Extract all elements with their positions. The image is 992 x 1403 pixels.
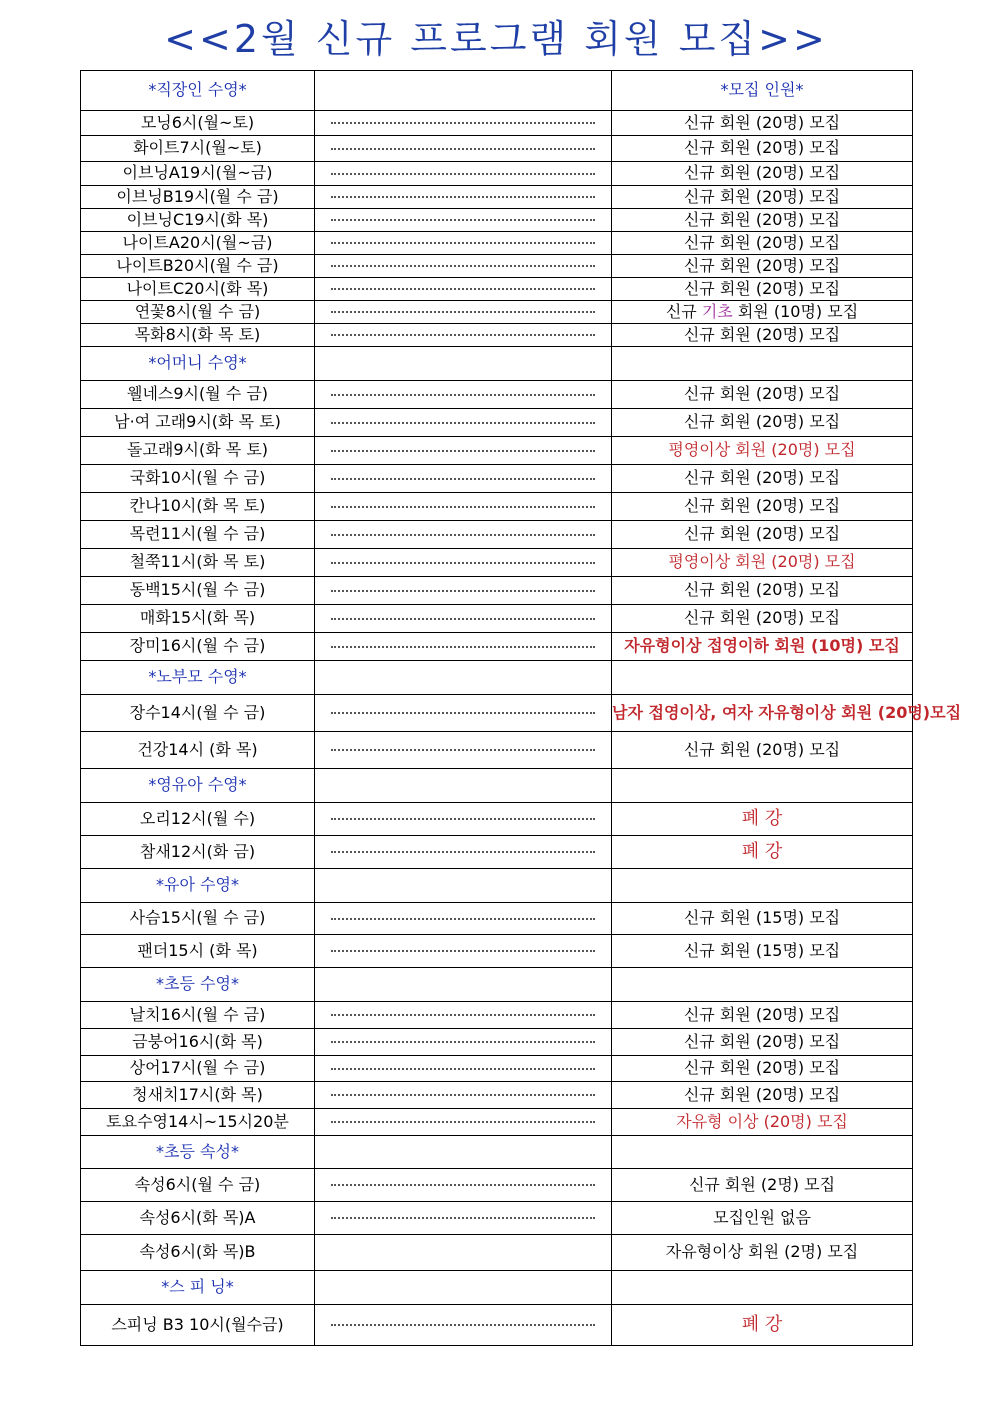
recruitment-status: 폐 강 bbox=[612, 803, 913, 836]
section-header-row bbox=[81, 347, 913, 381]
table-row bbox=[81, 186, 913, 209]
recruitment-status: 신규 회원 (2명) 모집 bbox=[612, 1169, 913, 1202]
page-title: <<2월 신규 프로그램 회원 모집>> bbox=[164, 17, 828, 61]
recruitment-status: 신규 회원 (20명) 모집 bbox=[612, 493, 913, 521]
table-row bbox=[81, 1082, 913, 1109]
table-row bbox=[81, 577, 913, 605]
program-name: 스피닝 B3 10시(월수금) bbox=[81, 1305, 315, 1346]
recruitment-status: 신규 회원 (20명) 모집 bbox=[612, 1056, 913, 1082]
section-header-row bbox=[81, 968, 913, 1002]
dotted-leader bbox=[315, 409, 612, 437]
section-title: *어머니 수영* bbox=[81, 347, 315, 381]
table-row bbox=[81, 465, 913, 493]
table-row bbox=[81, 935, 913, 968]
empty-cell bbox=[315, 968, 612, 1002]
dotted-leader bbox=[315, 493, 612, 521]
table-row bbox=[81, 903, 913, 935]
table-row bbox=[81, 136, 913, 162]
dotted-leader bbox=[315, 1056, 612, 1082]
program-name: 나이트B20시(월 수 금) bbox=[81, 255, 315, 278]
program-name: 웰네스9시(월 수 금) bbox=[81, 381, 315, 409]
program-name: 연꽃8시(월 수 금) bbox=[81, 301, 315, 324]
recruitment-status: 신규 회원 (20명) 모집 bbox=[612, 162, 913, 186]
dotted-leader bbox=[315, 803, 612, 836]
recruitment-status: 모집인원 없음 bbox=[612, 1202, 913, 1235]
program-name: 속성6시(화 목)A bbox=[81, 1202, 315, 1235]
dotted-leader bbox=[315, 935, 612, 968]
table-row bbox=[81, 255, 913, 278]
program-name: 이브닝A19시(월~금) bbox=[81, 162, 315, 186]
program-name: 목화8시(화 목 토) bbox=[81, 324, 315, 347]
recruitment-status: 신규 회원 (20명) 모집 bbox=[612, 1002, 913, 1029]
section-title: *직장인 수영* bbox=[81, 71, 315, 111]
program-name: 남·여 고래9시(화 목 토) bbox=[81, 409, 315, 437]
dotted-leader bbox=[315, 732, 612, 769]
table-row bbox=[81, 493, 913, 521]
dotted-leader bbox=[315, 301, 612, 324]
program-name: 참새12시(화 금) bbox=[81, 836, 315, 869]
program-name: 화이트7시(월~토) bbox=[81, 136, 315, 162]
program-name: 이브닝B19시(월 수 금) bbox=[81, 186, 315, 209]
program-name: 모닝6시(월~토) bbox=[81, 111, 315, 136]
empty-cell bbox=[315, 347, 612, 381]
dotted-leader bbox=[315, 1109, 612, 1136]
dotted-leader bbox=[315, 162, 612, 186]
program-name: 팬더15시 (화 목) bbox=[81, 935, 315, 968]
program-name: 건강14시 (화 목) bbox=[81, 732, 315, 769]
section-title: *초등 속성* bbox=[81, 1136, 315, 1169]
dotted-leader bbox=[315, 324, 612, 347]
empty-cell bbox=[612, 869, 913, 903]
dotted-leader bbox=[315, 1169, 612, 1202]
table-row bbox=[81, 1109, 913, 1136]
recruitment-status: 신규 회원 (20명) 모집 bbox=[612, 1082, 913, 1109]
program-name: 매화15시(화 목) bbox=[81, 605, 315, 633]
program-name: 청새치17시(화 목) bbox=[81, 1082, 315, 1109]
program-name: 목련11시(월 수 금) bbox=[81, 521, 315, 549]
section-title: *유아 수영* bbox=[81, 869, 315, 903]
program-name: 속성6시(월 수 금) bbox=[81, 1169, 315, 1202]
status-highlight: 기초 bbox=[701, 301, 733, 321]
table-row bbox=[81, 1056, 913, 1082]
dotted-leader bbox=[315, 186, 612, 209]
section-header-row bbox=[81, 1271, 913, 1305]
section-header-row bbox=[81, 869, 913, 903]
dotted-leader bbox=[315, 465, 612, 493]
recruitment-status: 신규 회원 (20명) 모집 bbox=[612, 186, 913, 209]
section-header-row bbox=[81, 769, 913, 803]
program-table bbox=[80, 70, 962, 1346]
table-row bbox=[81, 521, 913, 549]
section-header-row bbox=[81, 1136, 913, 1169]
dotted-leader bbox=[315, 695, 612, 732]
empty-cell bbox=[315, 71, 612, 111]
table-row bbox=[81, 1002, 913, 1029]
dotted-leader bbox=[315, 1082, 612, 1109]
empty-cell bbox=[612, 968, 913, 1002]
table-row bbox=[81, 803, 913, 836]
program-name: 상어17시(월 수 금) bbox=[81, 1056, 315, 1082]
table-row bbox=[81, 633, 913, 661]
table-row bbox=[81, 209, 913, 232]
dotted-leader bbox=[315, 903, 612, 935]
recruitment-status: 자유형 이상 (20명) 모집 bbox=[612, 1109, 913, 1136]
dotted-leader bbox=[315, 232, 612, 255]
recruitment-status: 평영이상 회원 (20명) 모집 bbox=[612, 437, 913, 465]
program-name: 장미16시(월 수 금) bbox=[81, 633, 315, 661]
recruitment-status: 신규 회원 (20명) 모집 bbox=[612, 381, 913, 409]
dotted-leader bbox=[315, 549, 612, 577]
dotted-leader bbox=[315, 633, 612, 661]
table-row bbox=[81, 605, 913, 633]
section-title: *영유아 수영* bbox=[81, 769, 315, 803]
recruitment-status: 신규 회원 (20명) 모집 bbox=[612, 465, 913, 493]
table-row bbox=[81, 1202, 913, 1235]
recruitment-status: 신규 회원 (20명) 모집 bbox=[612, 209, 913, 232]
program-name: 돌고래9시(화 목 토) bbox=[81, 437, 315, 465]
dotted-leader bbox=[315, 209, 612, 232]
dotted-leader bbox=[315, 111, 612, 136]
section-header-row bbox=[81, 661, 913, 695]
recruitment-status: 신규 회원 (20명) 모집 bbox=[612, 232, 913, 255]
table-row bbox=[81, 162, 913, 186]
section-title: *스 피 닝* bbox=[81, 1271, 315, 1305]
table-header-row bbox=[81, 71, 913, 111]
program-name: 속성6시(화 목)B bbox=[81, 1235, 315, 1271]
recruitment-status: 자유형이상 회원 (2명) 모집 bbox=[612, 1235, 913, 1271]
empty-cell bbox=[612, 661, 913, 695]
table-row bbox=[81, 1235, 913, 1271]
status-suffix: 회원 (10명) 모집 bbox=[732, 301, 859, 321]
section-title: *초등 수영* bbox=[81, 968, 315, 1002]
table-row bbox=[81, 695, 913, 732]
recruitment-status: 평영이상 회원 (20명) 모집 bbox=[612, 549, 913, 577]
table-row bbox=[81, 324, 913, 347]
table-row bbox=[81, 381, 913, 409]
program-name: 나이트A20시(월~금) bbox=[81, 232, 315, 255]
section-title: *노부모 수영* bbox=[81, 661, 315, 695]
empty-cell bbox=[612, 769, 913, 803]
table-row bbox=[81, 232, 913, 255]
recruitment-status: 신규 회원 (15명) 모집 bbox=[612, 903, 913, 935]
table-row bbox=[81, 549, 913, 577]
recruitment-status: 남자 접영이상, 여자 자유형이상 회원 (20명)모집 bbox=[612, 695, 913, 732]
table-row bbox=[81, 836, 913, 869]
empty-cell bbox=[612, 1271, 913, 1305]
empty-cell bbox=[315, 1271, 612, 1305]
recruitment-status: 신규 회원 (20명) 모집 bbox=[612, 111, 913, 136]
program-name: 날치16시(월 수 금) bbox=[81, 1002, 315, 1029]
recruitment-status: 신규 회원 (20명) 모집 bbox=[612, 605, 913, 633]
dotted-leader bbox=[315, 521, 612, 549]
table-row bbox=[81, 301, 913, 324]
program-name: 이브닝C19시(화 목) bbox=[81, 209, 315, 232]
empty-cell bbox=[315, 661, 612, 695]
empty-cell bbox=[612, 347, 913, 381]
recruitment-status bbox=[612, 301, 913, 324]
recruitment-status: 신규 회원 (15명) 모집 bbox=[612, 935, 913, 968]
dotted-leader bbox=[315, 577, 612, 605]
table-row bbox=[81, 409, 913, 437]
dotted-leader bbox=[315, 255, 612, 278]
table-row bbox=[81, 437, 913, 465]
recruitment-status: 신규 회원 (20명) 모집 bbox=[612, 278, 913, 301]
dotted-leader bbox=[315, 1029, 612, 1056]
program-name: 장수14시(월 수 금) bbox=[81, 695, 315, 732]
recruitment-status: 신규 회원 (20명) 모집 bbox=[612, 577, 913, 605]
recruitment-status: 신규 회원 (20명) 모집 bbox=[612, 732, 913, 769]
program-name: 사슴15시(월 수 금) bbox=[81, 903, 315, 935]
program-name: 동백15시(월 수 금) bbox=[81, 577, 315, 605]
recruitment-status: 폐 강 bbox=[612, 836, 913, 869]
empty-cell bbox=[315, 869, 612, 903]
recruitment-status: 신규 회원 (20명) 모집 bbox=[612, 136, 913, 162]
status-prefix: 신규 bbox=[665, 301, 702, 321]
recruitment-status: 신규 회원 (20명) 모집 bbox=[612, 521, 913, 549]
dotted-leader bbox=[315, 1202, 612, 1235]
program-name: 나이트C20시(화 목) bbox=[81, 278, 315, 301]
dotted-leader bbox=[315, 605, 612, 633]
dotted-leader bbox=[315, 1002, 612, 1029]
table-row bbox=[81, 1169, 913, 1202]
table-row bbox=[81, 111, 913, 136]
table-row bbox=[81, 278, 913, 301]
recruitment-status: 자유형이상 접영이하 회원 (10명) 모집 bbox=[612, 633, 913, 661]
dotted-leader bbox=[315, 136, 612, 162]
dotted-leader bbox=[315, 836, 612, 869]
dotted-leader bbox=[315, 381, 612, 409]
program-name: 금붕어16시(화 목) bbox=[81, 1029, 315, 1056]
recruitment-status: 폐 강 bbox=[612, 1305, 913, 1346]
program-name: 오리12시(월 수) bbox=[81, 803, 315, 836]
program-name: 국화10시(월 수 금) bbox=[81, 465, 315, 493]
column-header-recruitment: *모집 인원* bbox=[612, 71, 913, 111]
empty-cell bbox=[315, 1235, 612, 1271]
recruitment-status: 신규 회원 (20명) 모집 bbox=[612, 1029, 913, 1056]
table-row bbox=[81, 732, 913, 769]
dotted-leader bbox=[315, 278, 612, 301]
table-row bbox=[81, 1305, 913, 1346]
recruitment-status: 신규 회원 (20명) 모집 bbox=[612, 409, 913, 437]
dotted-leader bbox=[315, 1305, 612, 1346]
program-name: 칸나10시(화 목 토) bbox=[81, 493, 315, 521]
recruitment-status: 신규 회원 (20명) 모집 bbox=[612, 255, 913, 278]
empty-cell bbox=[315, 769, 612, 803]
empty-cell bbox=[315, 1136, 612, 1169]
program-name: 토요수영14시~15시20분 bbox=[81, 1109, 315, 1136]
dotted-leader bbox=[315, 437, 612, 465]
recruitment-status: 신규 회원 (20명) 모집 bbox=[612, 324, 913, 347]
empty-cell bbox=[612, 1136, 913, 1169]
program-name: 철쭉11시(화 목 토) bbox=[81, 549, 315, 577]
table-row bbox=[81, 1029, 913, 1056]
